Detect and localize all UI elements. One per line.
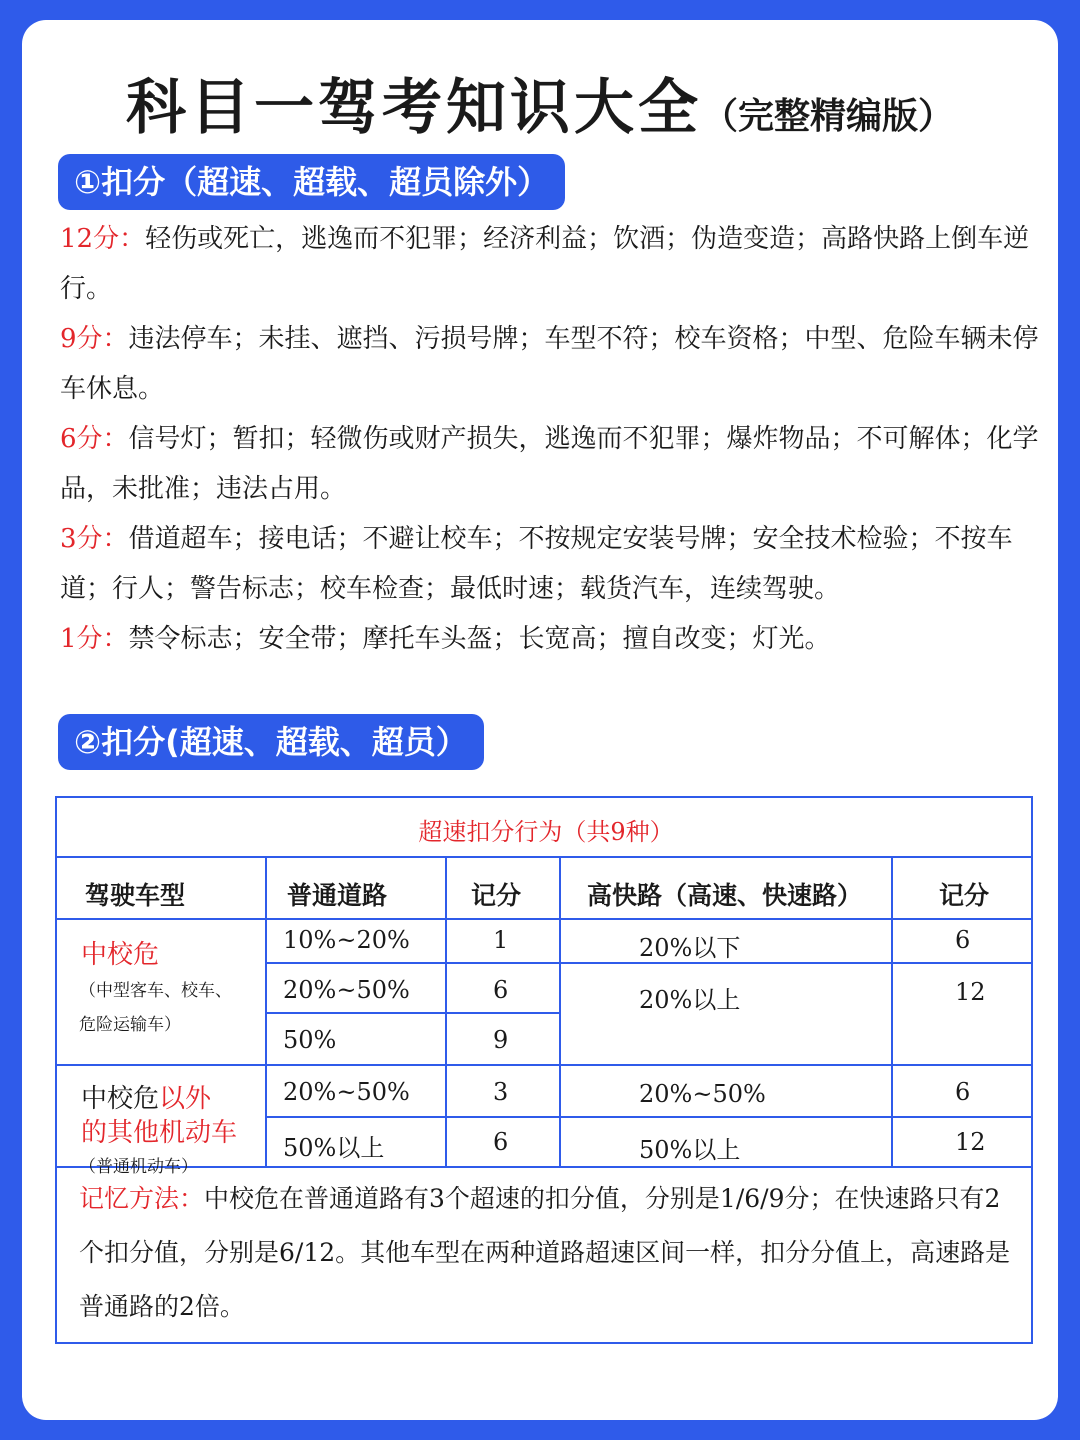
- table-rule: [265, 856, 267, 1168]
- highway-score: 12: [955, 978, 986, 1006]
- table-rule: [561, 1116, 1031, 1118]
- group1-name: 中校危: [81, 940, 160, 970]
- points-text: 借道超车；接电话；不避让校车；不按规定安装号牌；安全技术检验；不按车道；行人；警告标志；校车检查；最低时速；载货汽车，连续驾驶。: [60, 524, 1013, 604]
- group2-name-red: 以外: [159, 1084, 212, 1114]
- highway-range: 20%以下: [639, 934, 741, 962]
- points-value: 1分：: [60, 624, 129, 654]
- points-value: 9分：: [60, 324, 129, 354]
- group2-name: [81, 1078, 211, 1115]
- table-rule: [57, 1064, 1031, 1066]
- points-item: [60, 214, 1040, 314]
- table-rule: [891, 856, 893, 1168]
- points-text: 禁令标志；安全带；摩托车头盔；长宽高；擅自改变；灯光。: [128, 624, 831, 654]
- ordinary-range: 50%以上: [283, 1134, 385, 1162]
- page-title: [22, 60, 1058, 146]
- group1-note: 危险运输车）: [79, 1015, 181, 1035]
- memo-text: 中校危在普通道路有3个超速的扣分值，分别是1/6/9分；在快速路只有2个扣分值，分别是6/12。其他车型在两种道路超速区间一样，扣分分值上，高速路是普通路的2倍。: [79, 1184, 1011, 1321]
- section1-heading: ①扣分（超速、超载、超员除外）: [58, 154, 565, 210]
- points-text: 信号灯；暂扣；轻微伤或财产损失，逃逸而不犯罪；爆炸物品；不可解体；化学品，未批准；违法占用。: [60, 424, 1039, 504]
- points-text: 轻伤或死亡，逃逸而不犯罪；经济利益；饮酒；伪造变造；高路快路上倒车逆行。: [60, 224, 1030, 304]
- header-points-highway: 记分: [939, 881, 990, 910]
- header-vehicle-type: 驾驶车型: [85, 881, 186, 910]
- table-rule: [561, 962, 1031, 964]
- header-ordinary-road: 普通道路: [287, 881, 388, 910]
- speeding-table: [55, 796, 1033, 1344]
- highway-score: 12: [955, 1128, 986, 1156]
- header-points: 记分: [471, 881, 522, 910]
- table-rule: [267, 1116, 559, 1118]
- table-rule: [445, 856, 447, 1168]
- table-rule: [57, 856, 1031, 858]
- ordinary-score: 1: [493, 926, 509, 954]
- group1-note: （中型客车、校车、: [79, 981, 232, 1001]
- memo-label: 记忆方法：: [79, 1184, 205, 1213]
- ordinary-range: 50%: [283, 1026, 337, 1054]
- ordinary-range: 10%~20%: [283, 926, 410, 954]
- table-rule: [267, 962, 559, 964]
- ordinary-range: 20%~50%: [283, 1078, 410, 1106]
- points-value: 6分：: [60, 424, 129, 454]
- memory-method: [79, 1172, 1015, 1334]
- ordinary-score: 3: [493, 1078, 509, 1106]
- highway-range: 20%以上: [639, 986, 741, 1014]
- highway-range: 20%~50%: [639, 1080, 766, 1108]
- section2-heading: ②扣分(超速、超载、超员）: [58, 714, 484, 770]
- group2-name-red: 的其他机动车: [81, 1118, 238, 1148]
- highway-score: 6: [955, 926, 971, 954]
- table-rule: [559, 856, 561, 1168]
- ordinary-score: 9: [493, 1026, 509, 1054]
- content-card: [22, 20, 1058, 1420]
- points-item: [60, 414, 1040, 514]
- group2-note: （普通机动车）: [79, 1157, 198, 1177]
- ordinary-score: 6: [493, 976, 509, 1004]
- ordinary-range: 20%~50%: [283, 976, 410, 1004]
- title-sub: （完整精编版）: [701, 96, 954, 137]
- points-text: 违法停车；未挂、遮挡、污损号牌；车型不符；校车资格；中型、危险车辆未停车休息。: [60, 324, 1039, 404]
- points-list: [60, 214, 1040, 664]
- table-rule: [57, 918, 1031, 920]
- highway-score: 6: [955, 1078, 971, 1106]
- points-value: 3分：: [60, 524, 129, 554]
- points-item: [60, 514, 1040, 614]
- table-caption: 超速扣分行为（共9种）: [418, 818, 674, 846]
- points-item: [60, 314, 1040, 414]
- table-rule: [57, 1166, 1031, 1168]
- table-rule: [267, 1012, 559, 1014]
- group2-name-black: 中校危: [81, 1084, 160, 1114]
- points-value: 12分：: [60, 224, 146, 254]
- points-item: [60, 614, 1040, 664]
- highway-range: 50%以上: [639, 1136, 741, 1164]
- title-main: 科目一驾考知识大全: [125, 73, 702, 143]
- header-highway: 高快路（高速、快速路）: [587, 881, 863, 910]
- ordinary-score: 6: [493, 1128, 509, 1156]
